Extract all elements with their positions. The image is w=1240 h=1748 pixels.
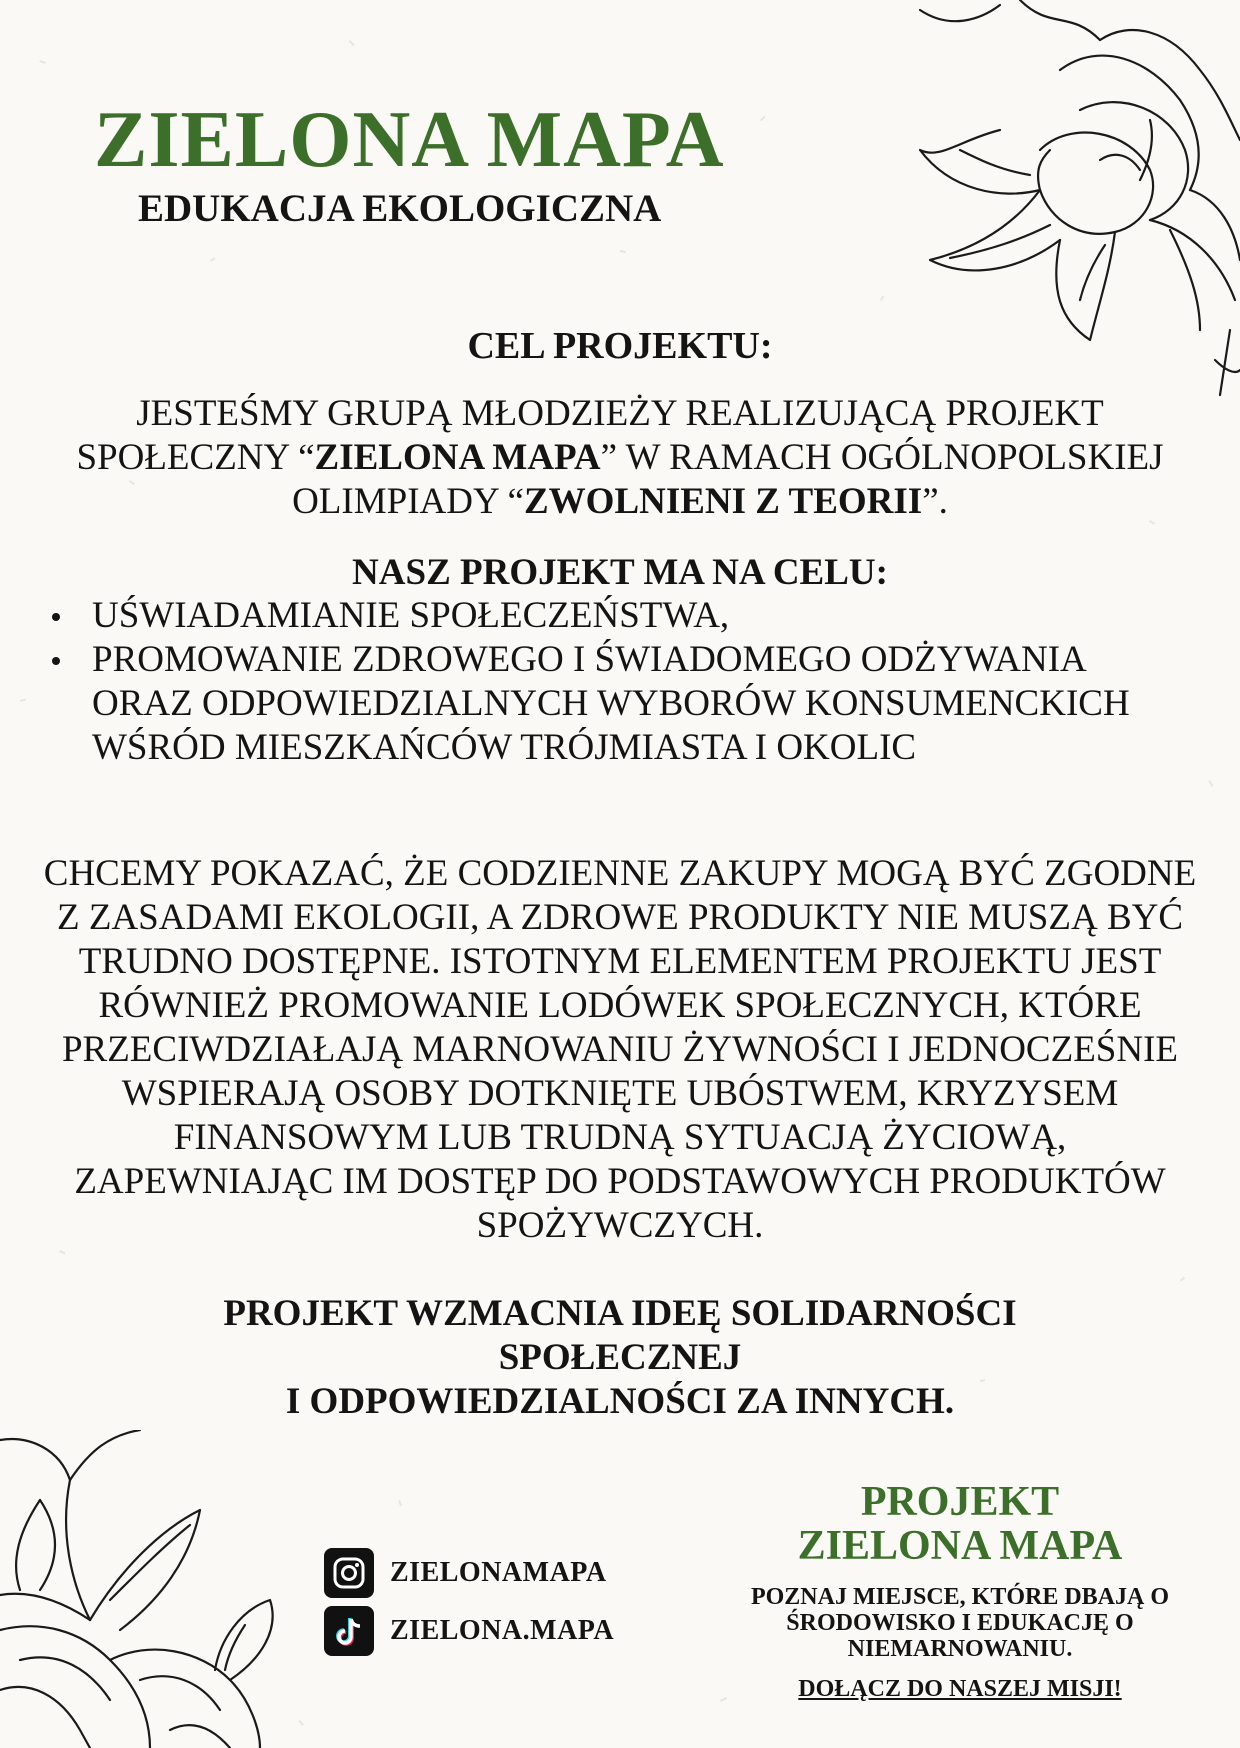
instagram-handle: ZIELONAMAPA	[390, 1557, 607, 1588]
page-title: ZIELONA MAPA	[94, 96, 725, 184]
intro-text-3: ”.	[922, 481, 948, 522]
instagram-link[interactable]	[324, 1544, 684, 1602]
aims-list-item: PROMOWANIE ZDROWEGO I ŚWIADOMEGO ODŻYWANIA ORAZ ODPOWIEDZIALNYCH WYBORÓW KONSUMENCKICH WŚRÓD MIESZKAŃCÓW TRÓJMIASTA I OKOLIC	[44, 638, 1194, 770]
join-mission-link[interactable]: DOŁĄCZ DO NASZEJ MISJI!	[798, 1676, 1122, 1702]
cta-box	[730, 1480, 1190, 1703]
solidarity-line-1: PROJEKT WZMACNIA IDEĘ SOLIDARNOŚCI SPOŁECZNEJ	[223, 1293, 1017, 1378]
intro-text-1: JESTEŚMY GRUPĄ MŁODZIEŻY REALIZUJĄCĄ PROJEKT SPOŁECZNY “	[76, 393, 1104, 478]
body-paragraph: CHCEMY POKAZAĆ, ŻE CODZIENNE ZAKUPY MOGĄ BYĆ ZGODNE Z ZASADAMI EKOLOGII, A ZDROWE PRODUKTY NIE MUSZĄ BYĆ TRUDNO DOSTĘPNE. ISTOTNYM ELEMENTEM PROJEKTU JEST RÓWNIEŻ PROMOWANIE LODÓWEK SPOŁECZNYCH, KTÓRE PRZECIWDZIAŁAJĄ MARNOWANIU ŻYWNOŚCI I JEDNOCZEŚNIE WSPIERAJĄ OSOBY DOTKNIĘTE UBÓSTWEM, KRYZYSEM FINANSOWYM LUB TRUDNĄ SYTUACJĄ ŻYCIOWĄ, ZAPEWNIAJĄC IM DOSTĘP DO PODSTAWOWYCH PRODUKTÓW SPOŻYWCZYCH.	[43, 853, 1197, 1246]
cta-title-line-2: ZIELONA MAPA	[797, 1523, 1123, 1569]
instagram-icon	[324, 1548, 374, 1598]
tiktok-icon	[324, 1606, 374, 1656]
cta-description: POZNAJ MIEJSCE, KTÓRE DBAJĄ O ŚRODOWISKO I EDUKACJĘ O NIEMARNOWANIU.	[750, 1584, 1170, 1662]
intro-text-2: ” W RAMACH OGÓLNOPOLSKIEJ OLIMPIADY “	[292, 437, 1164, 522]
cta-title-line-1: PROJEKT	[860, 1479, 1060, 1525]
aims-list-item: UŚWIADAMIANIE SPOŁECZEŃSTWA,	[44, 594, 1194, 638]
intro-olympiad-name: ZWOLNIENI Z TEORII	[523, 481, 923, 522]
solidarity-line-2: I ODPOWIEDZIALNOŚCI ZA INNYCH.	[285, 1381, 955, 1422]
goal-intro	[70, 392, 1170, 524]
tiktok-link[interactable]	[324, 1602, 684, 1660]
aims-heading: NASZ PROJEKT MA NA CELU:	[352, 552, 888, 593]
aims-list	[44, 594, 1194, 770]
solidarity-statement	[140, 1292, 1100, 1424]
tiktok-handle: ZIELONA.MAPA	[390, 1615, 615, 1646]
flower-bottom-left-illustration	[0, 1430, 310, 1748]
intro-project-name: ZIELONA MAPA	[314, 437, 601, 478]
goal-heading: CEL PROJEKTU:	[467, 325, 773, 367]
page-subtitle: EDUKACJA EKOLOGICZNA	[138, 187, 662, 230]
social-links	[324, 1544, 684, 1660]
